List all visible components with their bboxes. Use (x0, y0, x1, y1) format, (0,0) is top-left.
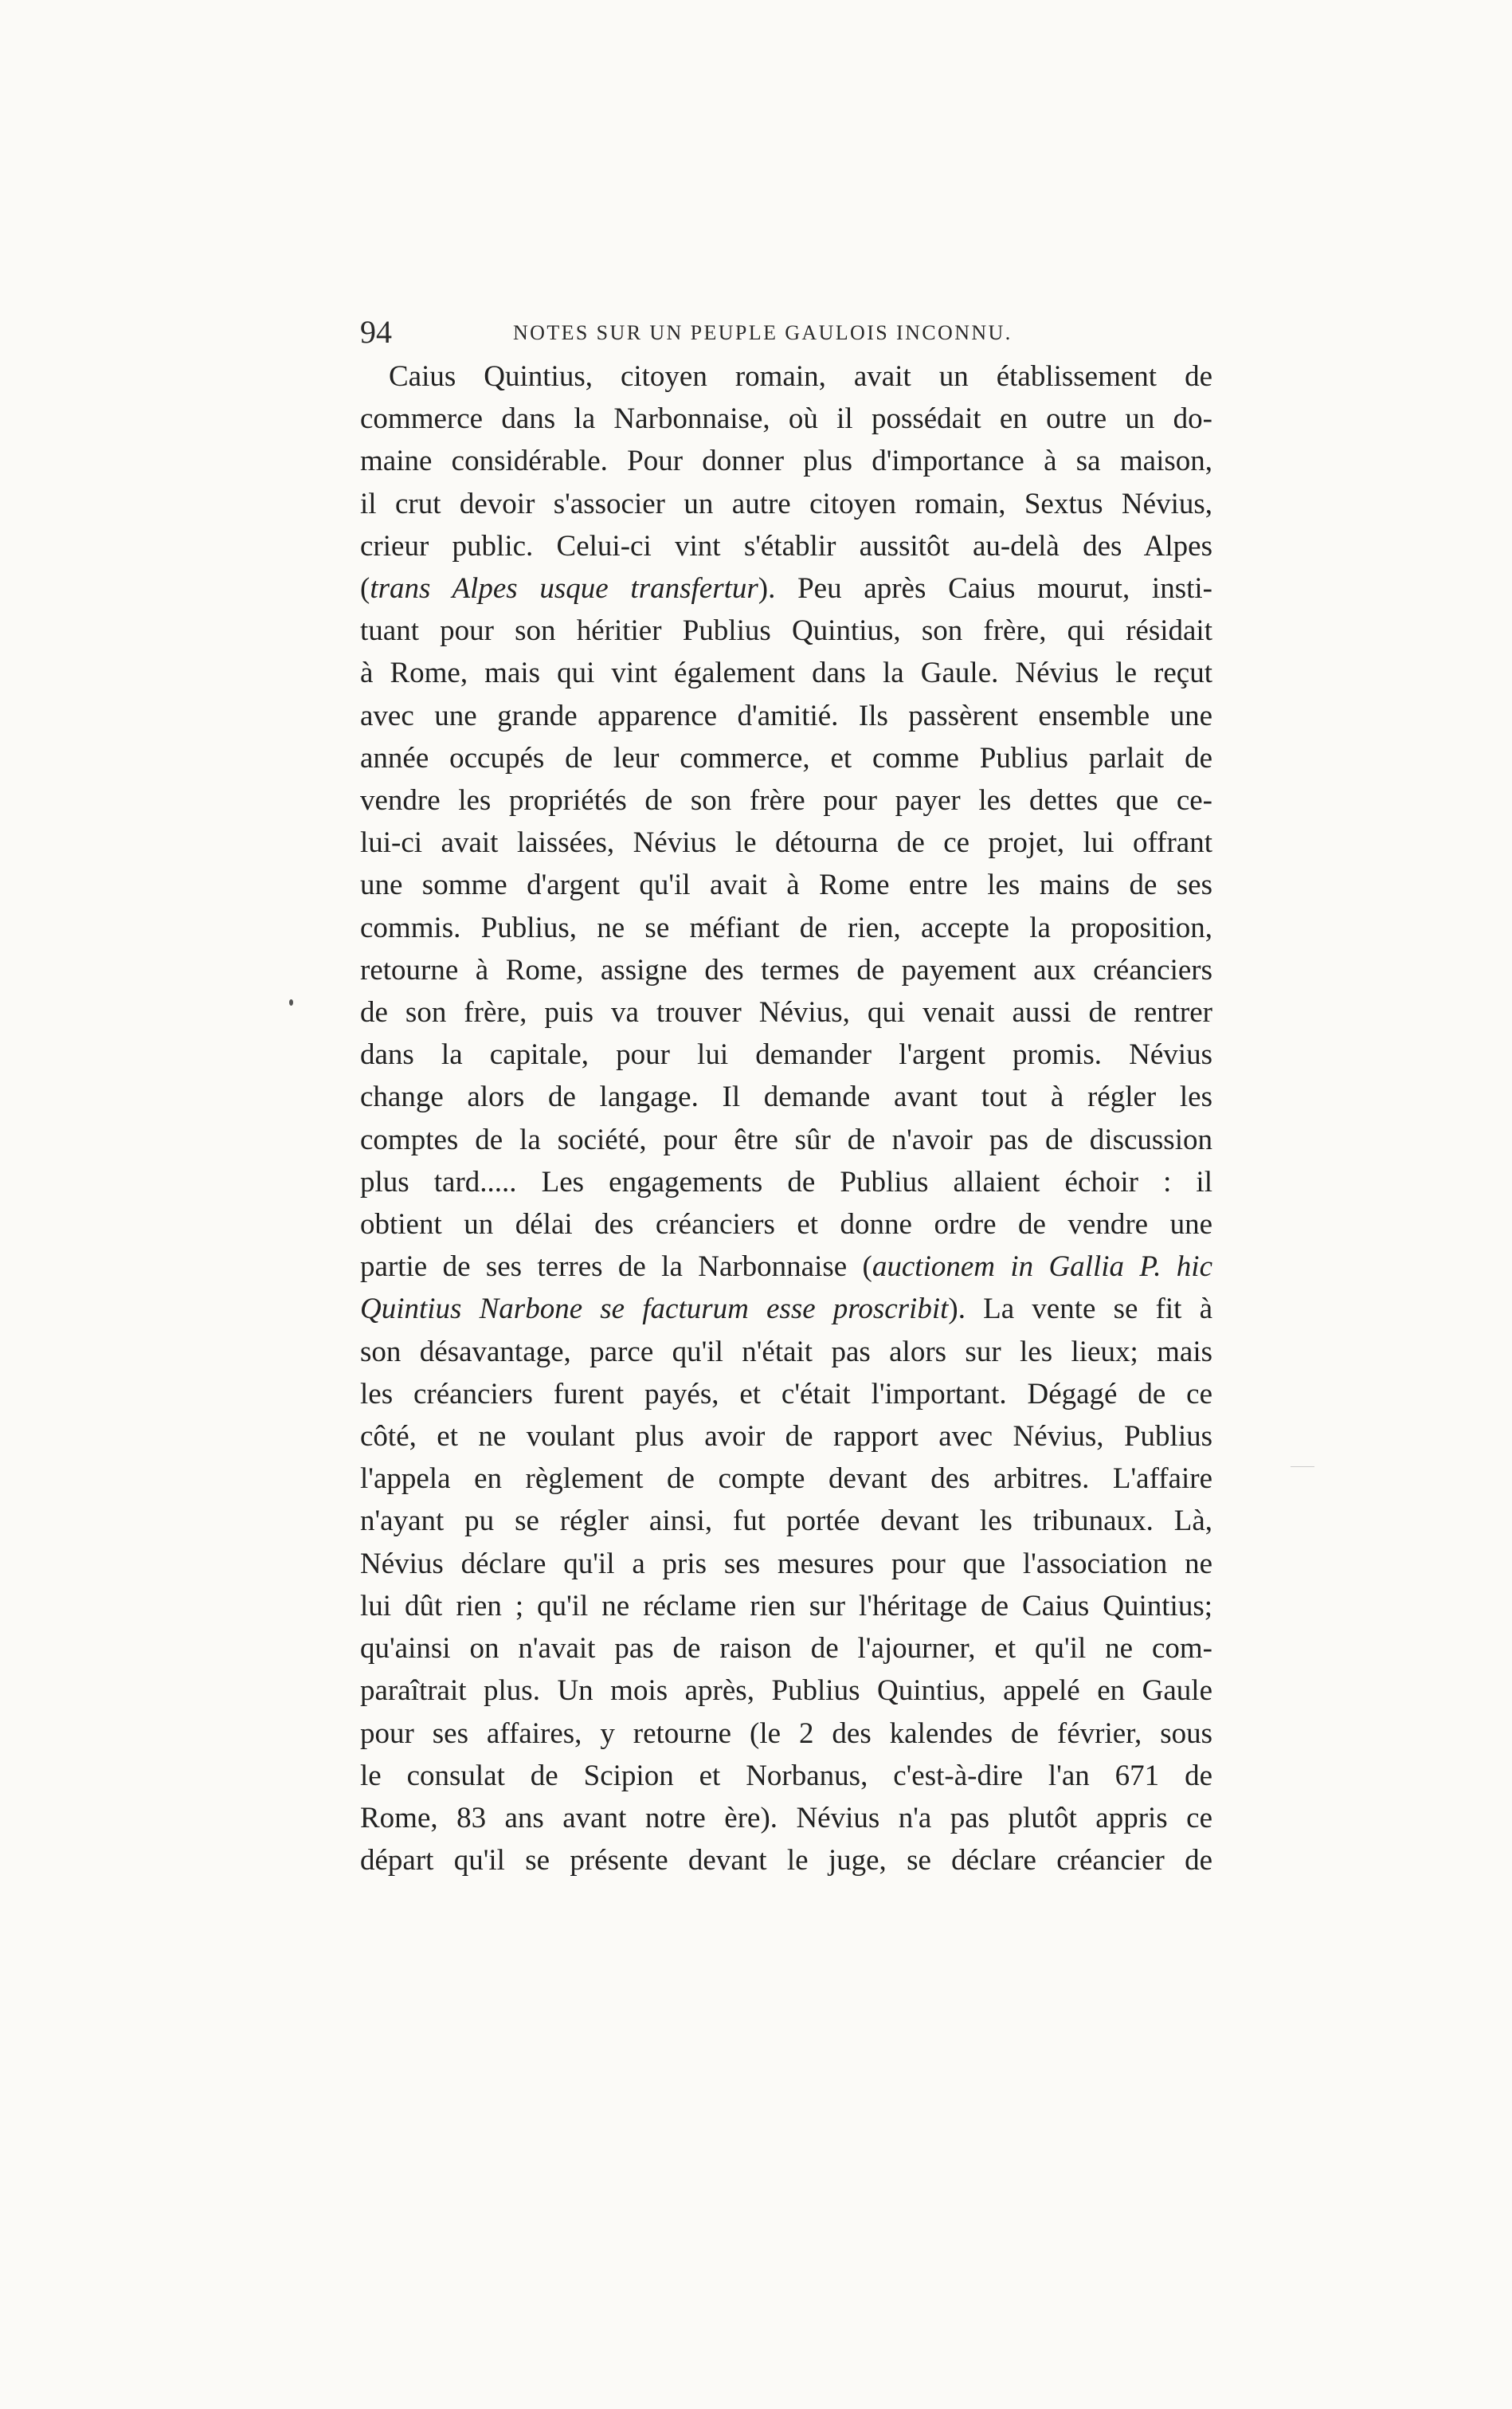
text-line: l'appela en règlement de compte devant des arbitres. L'affaire (360, 1462, 1212, 1496)
text-line: les créanciers furent payés, et c'était l'important. Dégagé de ce (360, 1377, 1212, 1410)
text-line: change alors de langage. Il demande avant tout à régler les (360, 1081, 1212, 1114)
text-line: comptes de la société, pour être sûr de n'avoir pas de discussion (360, 1123, 1212, 1156)
text-line: partie de ses terres de la Narbonnaise (auctionem in Gallia P. hic (360, 1250, 1212, 1284)
text-line: lui-ci avait laissées, Névius le détourna de ce projet, lui offrant (360, 826, 1212, 860)
margin-mark (289, 999, 293, 1006)
text-line: dans la capitale, pour lui demander l'argent promis. Névius (360, 1038, 1212, 1072)
text-line: tuant pour son héritier Publius Quintius, son frère, qui résidait (360, 614, 1212, 648)
text-line: crieur public. Celui-ci vint s'établir aussitôt au-delà des Alpes (360, 529, 1212, 563)
text-line: Caius Quintius, citoyen romain, avait un établissement de (389, 360, 1212, 393)
text-line: commerce dans la Narbonnaise, où il possédait en outre un do- (360, 402, 1212, 436)
text-line: il crut devoir s'associer un autre citoyen romain, Sextus Névius, (360, 487, 1212, 520)
latin-quote: trans Alpes usque transfertur (370, 572, 758, 606)
text-line: maine considérable. Pour donner plus d'importance à sa maison, (360, 445, 1212, 478)
text-line: plus tard..... Les engagements de Publius allaient échoir : il (360, 1165, 1212, 1199)
text-line: retourne à Rome, assigne des termes de payement aux créanciers (360, 953, 1212, 987)
running-title: NOTES SUR UN PEUPLE GAULOIS INCONNU. (513, 321, 1013, 344)
text-line: commis. Publius, ne se méfiant de rien, accepte la proposition, (360, 911, 1212, 944)
text-line: lui dût rien ; qu'il ne réclame rien sur l'héritage de Caius Quintius; (360, 1589, 1212, 1622)
text-line: de son frère, puis va trouver Névius, qui venait aussi de rentrer (360, 996, 1212, 1030)
text-line: côté, et ne voulant plus avoir de rapport avec Névius, Publius (360, 1420, 1212, 1454)
text-line: Rome, 83 ans avant notre ère). Névius n'a pas plutôt appris ce (360, 1801, 1212, 1834)
text-line: le consulat de Scipion et Norbanus, c'est-à-dire l'an 671 de (360, 1759, 1212, 1792)
body-paragraph (360, 355, 1212, 1881)
page-number: 94 (360, 314, 392, 350)
latin-quote: auctionem in Gallia P. hic (872, 1250, 1212, 1284)
latin-quote: Quintius Narbone se facturum esse proscribit (360, 1293, 949, 1326)
text-line: départ qu'il se présente devant le juge, se déclare créancier de (360, 1844, 1212, 1877)
margin-smudge (1291, 1466, 1314, 1467)
text-line: (trans Alpes usque transfertur). Peu après Caius mourut, insti- (360, 572, 1212, 606)
page-header (360, 312, 1212, 352)
text-line: n'ayant pu se régler ainsi, fut portée devant les tribunaux. Là, (360, 1505, 1212, 1538)
text-line: paraîtrait plus. Un mois après, Publius Quintius, appelé en Gaule (360, 1674, 1212, 1708)
text-line: une somme d'argent qu'il avait à Rome entre les mains de ses (360, 869, 1212, 902)
text-line: Quintius Narbone se facturum esse proscribit). La vente se fit à (360, 1293, 1213, 1326)
text-line: pour ses affaires, y retourne (le 2 des kalendes de février, sous (360, 1717, 1212, 1750)
text-line: vendre les propriétés de son frère pour payer les dettes que ce- (360, 784, 1212, 818)
text-line: obtient un délai des créanciers et donne ordre de vendre une (360, 1208, 1212, 1242)
text-line: qu'ainsi on n'avait pas de raison de l'ajourner, et qu'il ne com- (360, 1632, 1212, 1666)
text-line: année occupés de leur commerce, et comme Publius parlait de (360, 741, 1212, 775)
text-line: à Rome, mais qui vint également dans la Gaule. Névius le reçut (360, 657, 1212, 690)
text-line: Névius déclare qu'il a pris ses mesures pour que l'association ne (360, 1547, 1212, 1580)
text-line: avec une grande apparence d'amitié. Ils passèrent ensemble une (360, 699, 1212, 732)
text-line: son désavantage, parce qu'il n'était pas alors sur les lieux; mais (360, 1335, 1212, 1368)
